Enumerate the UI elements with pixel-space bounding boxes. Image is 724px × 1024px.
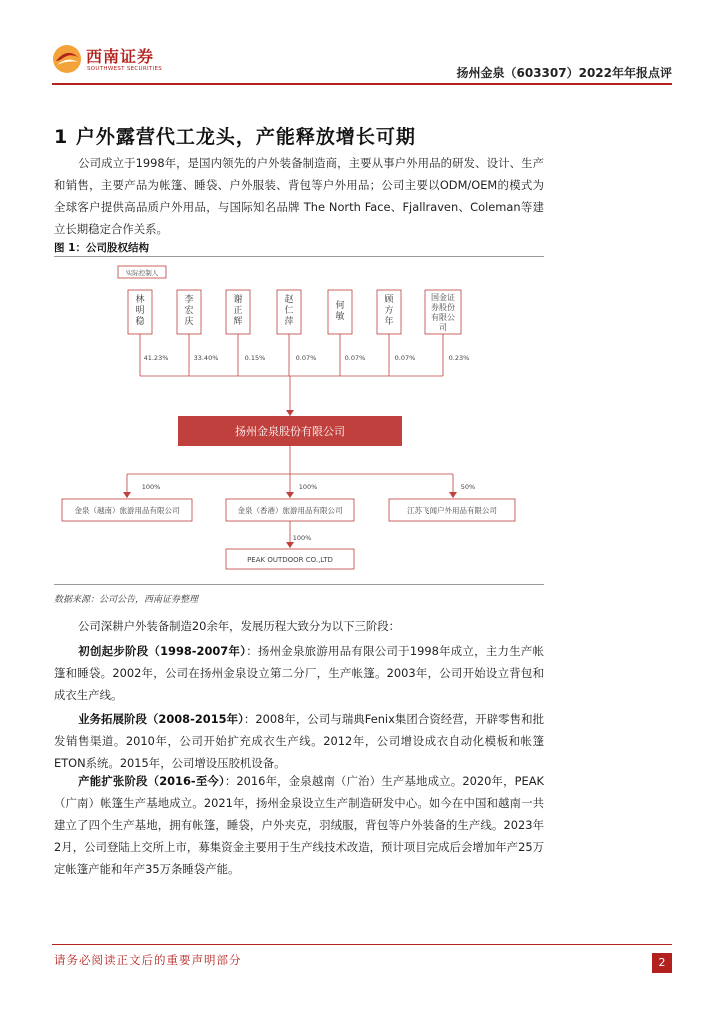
shareholder-box-0 (128, 290, 152, 334)
stage-paragraph-3: 产能扩张阶段（2016-至今）：2016年，金泉越南（广治）生产基地成立。2020年，PEAK（广南）帐篷生产基地成立。2021年，扬州金泉设立生产制造研发中心。如今在中国和越南一共建立了四个生产基地，拥有帐篷，睡袋，户外夹克，羽绒服，背包等户外装备的生产线。2023年2月，公司登陆上交所上市，募集资金主要用于生产线技术改造，预计项目完成后会增加年产25万定帐篷产能和年产35万条睡袋产能。 (54, 774, 544, 876)
shareholder-pct-3: 0.07% (295, 354, 317, 362)
shareholder-pct-1: 33.40% (193, 354, 219, 362)
shareholder-box-5 (377, 290, 401, 334)
subsidiary-pct-0: 100% (141, 483, 161, 491)
stage-paragraph-1: 初创起步阶段（1998-2007年）：扬州金泉旅游用品有限公司于1998年成立，主力生产帐篷和睡袋。2002年，公司在扬州金泉设立第二分厂，生产帐篷。2003年，公司开始设立背包和成衣生产线。 (54, 644, 544, 702)
shareholder-pct-5: 0.07% (394, 354, 416, 362)
brand-logo-icon (52, 44, 82, 74)
arrow-to-company (286, 410, 294, 416)
subsidiary-pct-2: 50% (460, 483, 476, 491)
equity-structure-chart (54, 258, 544, 582)
shareholder-pct-2: 0.15% (244, 354, 266, 362)
figure-source: 数据来源：公司公告，西南证券整理 (54, 595, 199, 605)
figure-top-rule (54, 256, 544, 257)
stage-heading-3: 产能扩张阶段（2016-至今） (78, 774, 225, 788)
shareholder-connectors (140, 334, 443, 416)
subsidiary-name-2: 江苏飞闻户外用品有限公司 (407, 506, 497, 515)
subsidiary-connectors (127, 446, 453, 498)
arrow-to-sub-2 (449, 492, 457, 498)
intro-paragraph: 公司成立于1998年，是国内领先的户外装备制造商，主要从事户外用品的研发、设计、生产和销售，主要产品为帐篷、睡袋、户外服装、背包等户外用品；公司主要以ODM/OEM的模式为全球客户提供高品质户外用品，与国际知名品牌 The North Face、Fjallraven、Coleman等建立长期稳定合作关系。 (54, 156, 544, 236)
figure-bottom-rule (54, 584, 544, 585)
shareholder-box-2 (226, 290, 250, 334)
svg-text:李宏庆: 李宏庆 (184, 295, 194, 327)
arrow-to-sub-1 (286, 492, 294, 498)
svg-text:谢正辉: 谢正辉 (233, 295, 243, 327)
section-title: 1 户外露营代工龙头，产能释放增长可期 (54, 126, 416, 148)
stage-heading-2: 业务拓展阶段（2008-2015年） (78, 712, 244, 726)
shareholder-box-4 (328, 290, 352, 334)
svg-text:顾方年: 顾方年 (384, 295, 394, 327)
subsidiary-name-1: 金泉（香港）旅游用品有限公司 (237, 506, 343, 515)
company-name: 扬州金泉股份有限公司 (235, 425, 345, 438)
report-title: 扬州金泉（603307）2022年年报点评 (456, 66, 672, 80)
sub-sub-name: PEAK OUTDOOR CO.,LTD (247, 556, 333, 564)
svg-text:林明稳: 林明稳 (135, 295, 145, 327)
shareholder-box-6 (425, 290, 461, 334)
shareholder-box-3 (277, 290, 301, 334)
arrow-to-sub-0 (123, 492, 131, 498)
svg-text:赵仁萍: 赵仁萍 (284, 295, 294, 327)
arrow-to-sub-sub (286, 542, 294, 548)
brand-name: 西南证券 (86, 47, 155, 66)
svg-text:国金证券股份有限公司: 国金证券股份有限公司 (431, 293, 455, 332)
stage-heading-1: 初创起步阶段（1998-2007年） (78, 644, 247, 658)
shareholder-pct-0: 41.23% (143, 354, 169, 362)
brand-name-en: SOUTHWEST SECURITIES (87, 66, 163, 72)
shareholder-pct-4: 0.07% (344, 354, 366, 362)
subsidiary-name-0: 金泉（越南）旅游用品有限公司 (74, 506, 180, 515)
figure-label: 图 1：公司股权结构 (54, 242, 149, 254)
shareholder-pct-6: 0.23% (448, 354, 470, 362)
controller-tag-text: 实际控制人 (125, 269, 159, 277)
stage-paragraph-2: 业务拓展阶段（2008-2015年）：2008年，公司与瑞典Fenix集团合资经营，开辟零售和批发销售渠道。2010年，公司开始扩充成衣生产线。2012年，公司增设成衣自动化模板和帐篷ETON系统。2015年，公司增设压胶机设备。 (54, 712, 544, 770)
disclaimer-notice: 请务必阅读正文后的重要声明部分 (54, 953, 242, 967)
svg-text:何敏: 何敏 (335, 301, 345, 322)
subsidiary-pct-1: 100% (298, 483, 318, 491)
header-divider (52, 83, 672, 85)
sub-sub-pct: 100% (292, 534, 312, 542)
page-number: 2 (652, 953, 672, 973)
shareholder-box-1 (177, 290, 201, 334)
footer-divider (52, 944, 672, 945)
stages-intro: 公司深耕户外装备制造20余年，发展历程大致分为以下三阶段： (78, 619, 401, 633)
